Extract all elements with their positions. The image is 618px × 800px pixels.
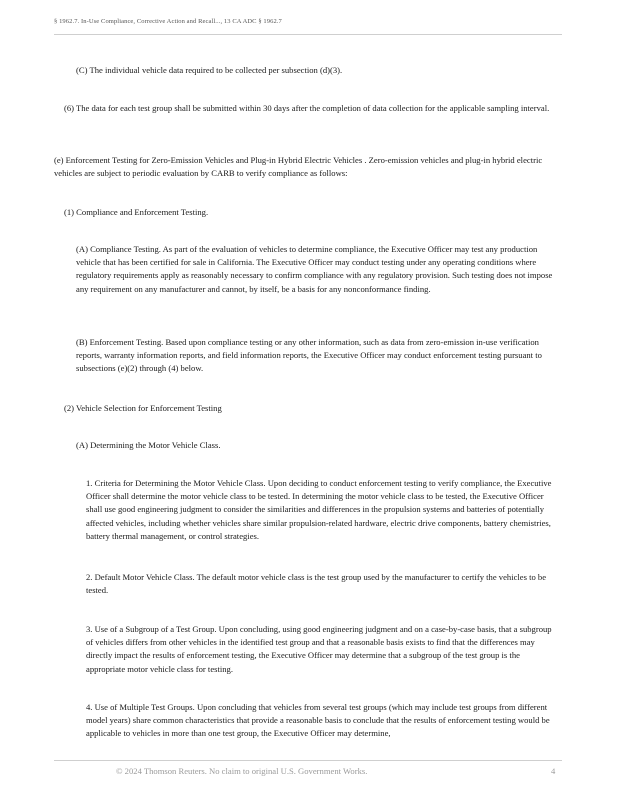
paragraph-e-1-A: (A) Compliance Testing. As part of the evaluation of vehicles to determine compliance, the Executive Officer may test any production vehicle that has been certified for sale in California. The Executive Officer may conduct testing under any operating conditions where regulatory requirements apply as reasonably necessary to confirm compliance with any regulatory provision. Such testing does not impose any requirement on any manufacturer and cannot, by itself, be a basis for any nonconformance finding. [76,244,553,294]
paragraph-d-5-C: (C) The individual vehicle data required to be collected per subsection (d)(3). [76,65,343,75]
paragraph-e-2-A-1: 1. Criteria for Determining the Motor Vehicle Class. Upon deciding to conduct enforcement testing to verify compliance, the Executive Officer shall determine the motor vehicle class to be tested. In determining the motor vehicle class to be tested, the Executive Officer shall use good engineering judgment to consider the similarities and differences in the propulsion systems and batteries of potentially affected vehicles, including whether vehicles share similar propulsion-related hardware, electric drive components, battery chemistries, battery thermal management, or control strategies. [86,478,552,541]
paragraph-d-6: (6) The data for each test group shall be submitted within 30 days after the completion of data collection for the applicable sampling interval. [64,103,550,113]
paragraph-e-1: (1) Compliance and Enforcement Testing. [64,207,209,217]
paragraph-e-1-B: (B) Enforcement Testing. Based upon compliance testing or any other information, such as data from zero-emission in-use verification reports, warranty information reports, and field information reports, the Executive Officer may conduct enforcement testing pursuant to subsections (e)(2) through (4) below. [76,337,542,374]
paragraph-e-2-A: (A) Determining the Motor Vehicle Class. [76,440,221,450]
paragraph-e-2-A-4: 4. Use of Multiple Test Groups. Upon concluding that vehicles from several test groups (which may include test groups from different model years) share common characteristics that provide a reasonable basis to conclude that the results of enforcement testing would be applicable to vehicles in more than one test group, the Executive Officer may determine, [86,702,550,739]
paragraph-e: (e) Enforcement Testing for Zero-Emission Vehicles and Plug-in Hybrid Electric Vehicles . Zero-emission vehicles and plug-in hybrid electric vehicles are subject to periodic evaluation by CARB to verify compliance as follows: [54,155,543,179]
footer-copyright: © 2024 Thomson Reuters. No claim to original U.S. Government Works. [116,766,368,776]
paragraph-e-2-A-2: 2. Default Motor Vehicle Class. The default motor vehicle class is the test group used by the manufacturer to certify the vehicles to be tested. [86,572,547,596]
running-header: § 1962.7. In-Use Compliance, Corrective Action and Recall..., 13 CA ADC § 1962.7 [54,18,282,25]
page-number: 4 [551,766,556,776]
paragraph-e-2-A-3: 3. Use of a Subgroup of a Test Group. Upon concluding, using good engineering judgment and on a case-by-case basis, that a subgroup of vehicles differs from other vehicles in the identified test group and that a reasonable basis exists to find that the differences may directly impact the results of enforcement testing, the Executive Officer may determine that a subgroup of the test group is the appropriate motor vehicle class for testing. [86,624,552,674]
footer-divider [54,760,562,761]
paragraph-e-2: (2) Vehicle Selection for Enforcement Testing [64,403,222,413]
header-divider [54,34,562,35]
